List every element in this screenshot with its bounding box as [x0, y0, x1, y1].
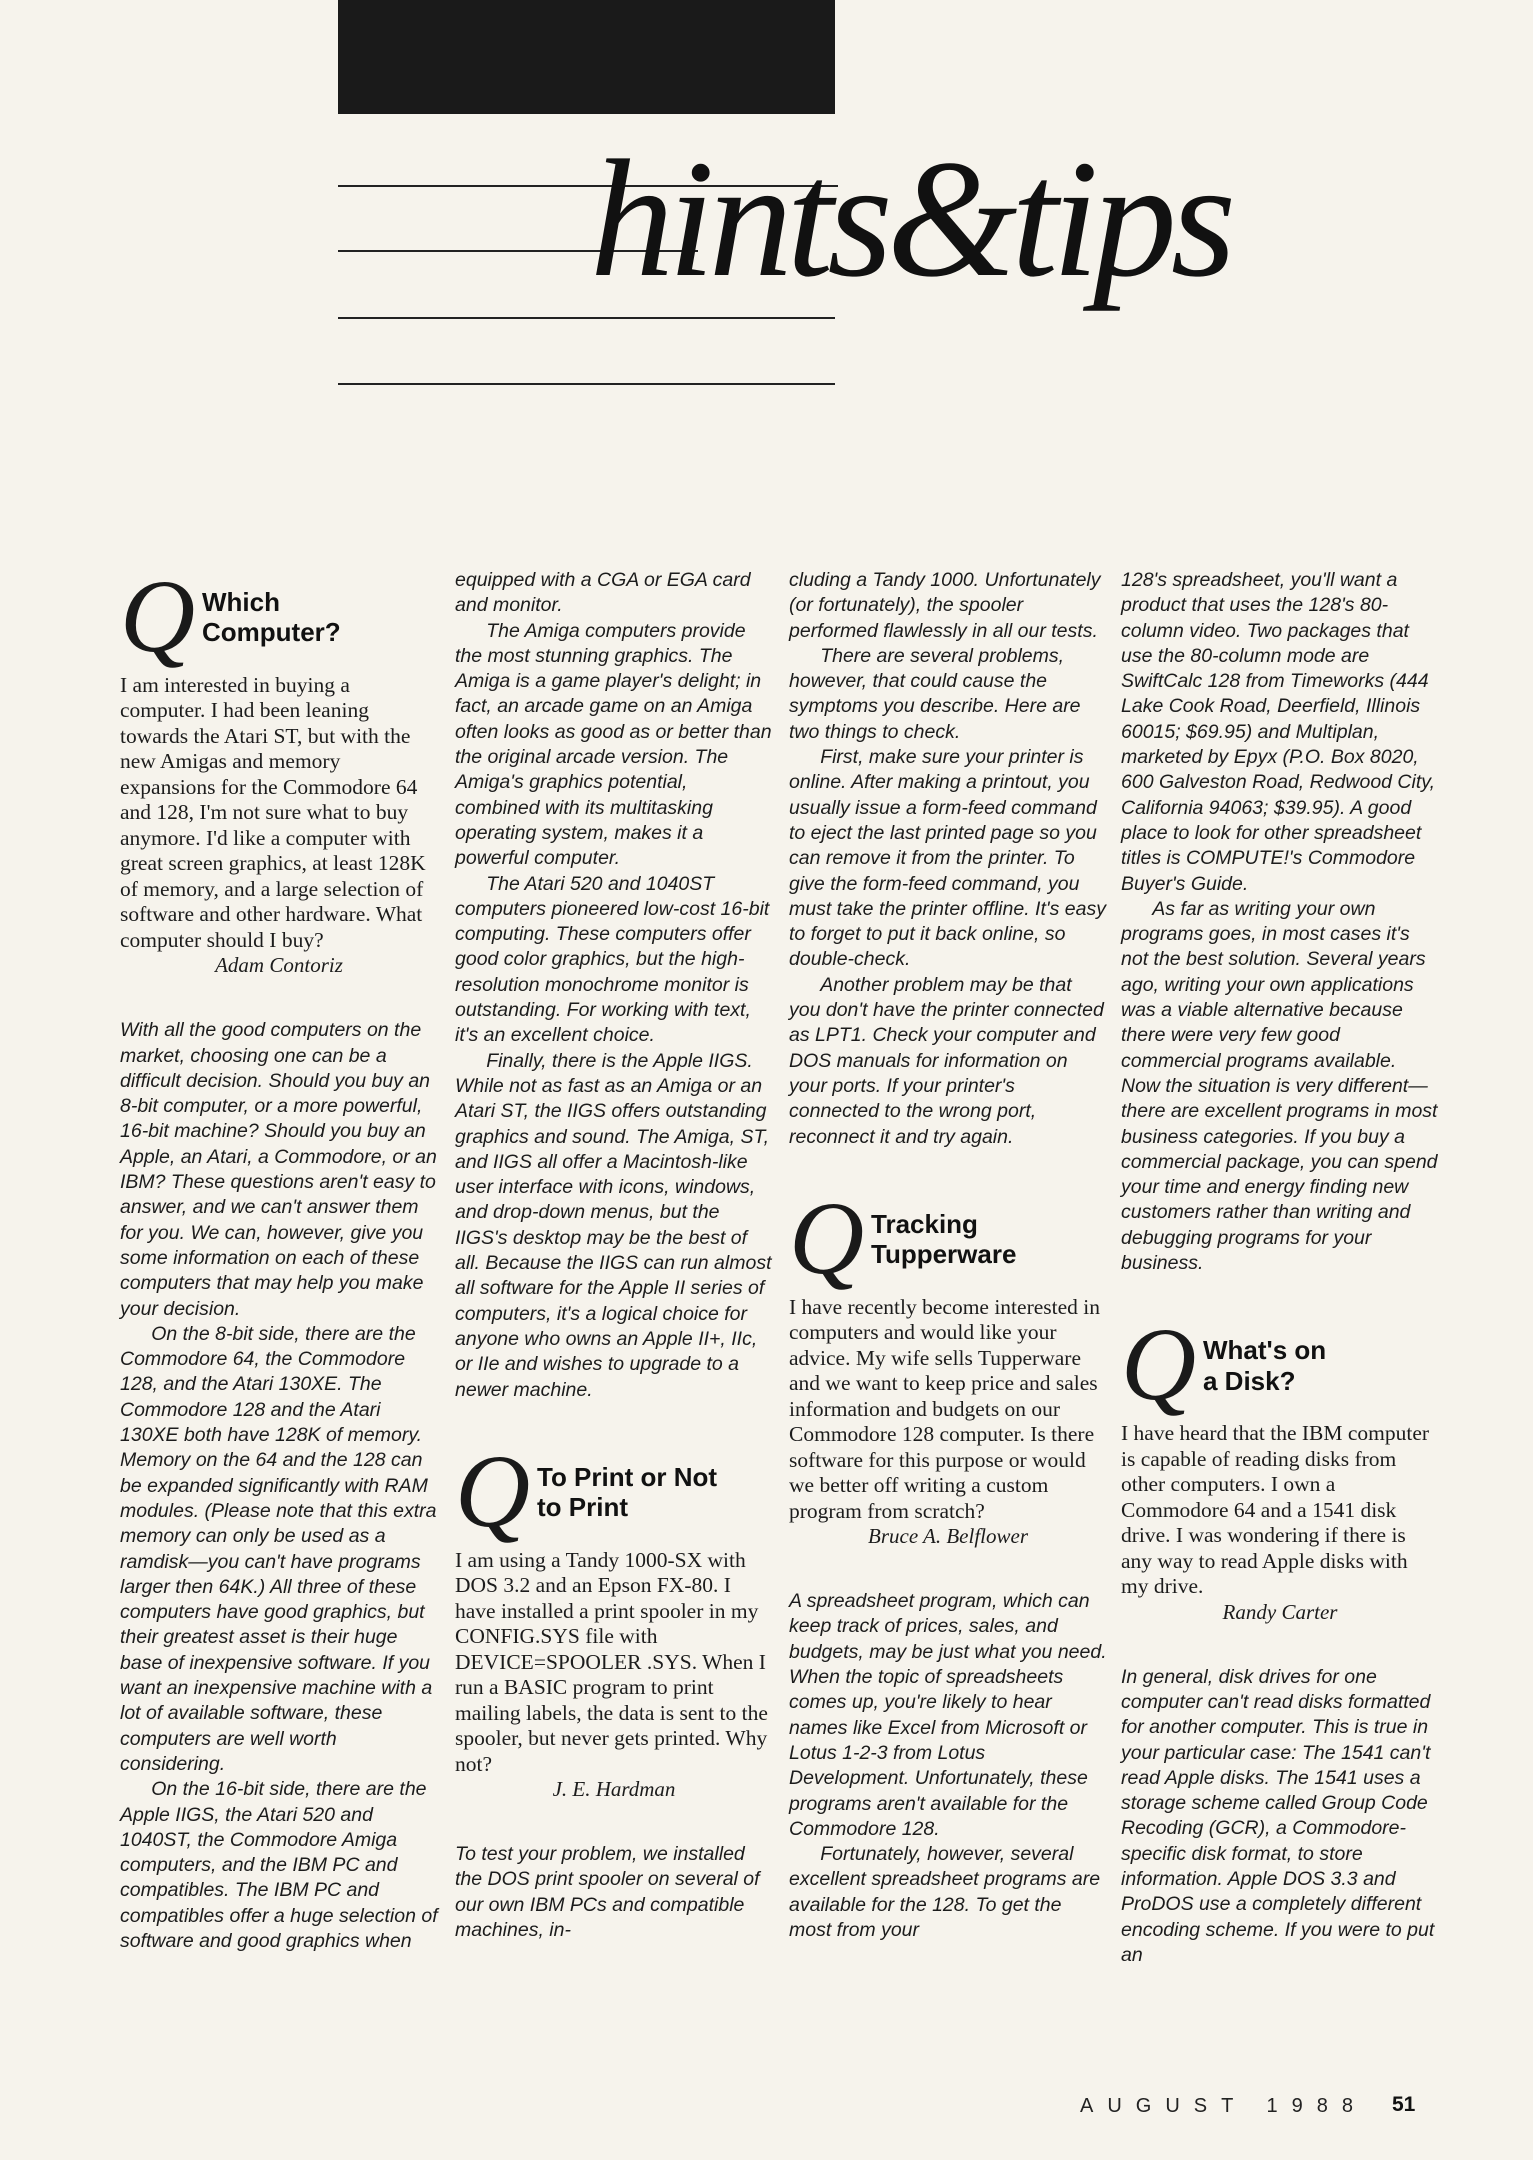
q-initial-icon: Q: [120, 559, 196, 674]
answer-paragraph: To test your problem, we installed the DOS print spooler on several of our own IBM PCs and compatible machines, in-: [455, 1843, 760, 1941]
reader-signature: Adam Contoriz: [215, 953, 343, 978]
footer-date: AUGUST 1988: [1080, 2095, 1368, 2117]
question-heading: [1121, 1307, 1439, 1423]
answer-paragraph: On the 8-bit side, there are the Commodore 64, the Commodore 128, and the Atari 130XE. The Commodore 128 and the Atari 130XE both have 128K of memory. Memory on the 64 and the 128 can be expanded significantly with RAM modules. (Please note that this extra memory can only be used as a ramdisk—you can't have programs larger then 64K.) All three of these computers have good graphics, but their greatest asset is their huge base of inexpensive software. If you want an inexpensive machine with a lot of available software, these computers are well worth considering.: [120, 1322, 437, 1775]
q-initial-icon: Q: [1121, 1307, 1197, 1423]
question-title: Which Computer?: [202, 586, 341, 648]
column-1: [120, 559, 438, 1954]
reader-signature: Bruce A. Belflower: [868, 1524, 1028, 1549]
answer-paragraph: The Atari 520 and 1040ST computers pioneered low-cost 16-bit computing. These computers offer good color graphics, but the high-resolution monochrome monitor is outstanding. For working with text, it's an excellent choice.: [455, 872, 770, 1047]
reader-letter: I am using a Tandy 1000-SX with DOS 3.2 and an Epson FX-80. I have installed a print spooler in my CONFIG.SYS file with DEVICE=SPOOLER .SYS. When I run a BASIC program to print mailing labels, the data is sent to the spooler, but never gets printed. Why not?: [455, 1547, 768, 1776]
reader-letter: I have heard that the IBM computer is capable of reading disks from other computers. I own a Commodore 64 and a 1541 disk drive. I was wondering if there is any way to read Apple disks with my drive.: [1121, 1421, 1430, 1599]
question-heading: [455, 1433, 773, 1549]
answer-paragraph: 128's spreadsheet, you'll want a product that uses the 128's 80-column video. Two packages that use the 80-column mode are SwiftCalc 128 from Timeworks (444 Lake Cook Road, Deerfield, Illinois 60015; $69.95) and Multiplan, marketed by Epyx (P.O. Box 8020, 600 Galveston Road, Redwood City, California 94063; $39.95). A good place to look for other spreadsheet titles is COMPUTE!'s Commodore Buyer's Guide.: [1121, 569, 1435, 895]
answer-paragraph: Fortunately, however, several excellent spreadsheet programs are available for the 128. To get the most from your: [789, 1843, 1101, 1941]
answer-paragraph: A spreadsheet program, which can keep track of prices, sales, and budgets, may be just what you need. When the topic of spreadsheets comes up, you're likely to hear names like Excel from Microsoft or Lotus 1-2-3 from Lotus Development. Unfortunately, these programs aren't available for the Commodore 128.: [789, 1590, 1107, 1840]
masthead-title: hints&tips: [590, 126, 1231, 312]
answer-paragraph: Another problem may be that you don't have the printer connected as LPT1. Check your computer and DOS manuals for information on your ports. If your printer's connected to the wrong port, reconnect it and try again.: [789, 973, 1104, 1148]
q-initial-icon: Q: [789, 1180, 865, 1296]
answer-paragraph: The Amiga computers provide the most stunning graphics. The Amiga is a game player's delight; in fact, an arcade game on an Amiga often looks as good as or better than the original arcade version. The Amiga's graphics potential, combined with its multitasking operating system, makes it a powerful computer.: [455, 619, 772, 870]
header-rule-3: [338, 317, 835, 319]
column-2: [455, 568, 773, 1943]
answer-paragraph: In general, disk drives for one computer can't read disks formatted for another computer. This is true in your particular case: The 1541 can't read Apple disks. The 1541 uses a storage scheme called Group Code Recoding (GCR), a Commodore-specific disk format, to store information. Apple DOS 3.3 and ProDOS use a completely different encoding scheme. If you were to put an: [1121, 1665, 1435, 1966]
answer-paragraph: First, make sure your printer is online. After making a printout, you usually issue a form-feed command to eject the last printed page so you can remove it from the printer. To give the form-feed command, you must take the printer offline. It's easy to forget to put it back online, so double-check.: [789, 746, 1106, 971]
answer-paragraph: On the 16-bit side, there are the Apple IIGS, the Atari 520 and 1040ST, the Commodore Amiga computers, and the IBM PC and compatibles. The IBM PC and compatibles offer a huge selection of software and good graphics when: [120, 1778, 438, 1952]
header-black-block: [338, 0, 835, 114]
answer-paragraph: equipped with a CGA or EGA card and monitor.: [455, 569, 751, 617]
answer-paragraph: There are several problems, however, that could cause the symptoms you describe. Here are two things to check.: [789, 644, 1081, 743]
reader-letter: I am interested in buying a computer. I had been leaning towards the Atari ST, but with the new Amigas and memory expansions for the Commodore 64 and 128, I'm not sure what to buy anymore. I'd like a computer with great screen graphics, at least 128K of memory, and a large selection of software and other hardware. What computer should I buy?: [120, 672, 426, 952]
question-heading: [120, 559, 438, 674]
page-number: 51: [1392, 2093, 1416, 2116]
question-title: To Print or Not to Print: [537, 1461, 718, 1523]
answer-paragraph: cluding a Tandy 1000. Unfortunately (or fortunately), the spooler performed flawlessly in all our tests.: [789, 569, 1101, 642]
answer-paragraph: With all the good computers on the market, choosing one can be a difficult decision. Should you buy an 8-bit computer, or a more powerful, 16-bit machine? Should you buy an Apple, an Atari, a Commodore, or an IBM? These questions aren't easy to answer, and we can't answer them for you. We can, however, give you some information on each of these computers that may help you make your decision.: [120, 1019, 437, 1320]
question-title: Tracking Tupperware: [871, 1208, 1017, 1270]
reader-letter: I have recently become interested in computers and would like your advice. My wife sells Tupperware and we want to keep price and sales information and budgets on our Commodore 128 computer. Is there software for this purpose or would we better off writing a custom program from scratch?: [789, 1294, 1101, 1523]
answer-paragraph: Finally, there is the Apple IIGS. While not as fast as an Amiga or an Atari ST, the IIGS offers outstanding graphics and sound. The Amiga, ST, and IIGS all offer a Macintosh-like user interface with icons, windows, and drop-down menus, but the IIGS's desktop may be the best of all. Because the IIGS can run almost all software for the Apple II series of computers, it's a logical choice for anyone who owns an Apple II+, IIc, or IIe and wishes to upgrade to a newer machine.: [455, 1049, 772, 1401]
question-heading: [789, 1180, 1107, 1296]
reader-signature: J. E. Hardman: [552, 1777, 676, 1802]
column-4: [1121, 568, 1439, 1968]
answer-paragraph: As far as writing your own programs goes, in most cases it's not the best solution. Several years ago, writing your own applications was a viable alternative because there were very few good commercial programs available. Now the situation is very different—there are excellent programs in most business categories. If you buy a commercial package, you can spend your time and energy finding new customers rather than writing and debugging programs for your business.: [1121, 897, 1438, 1275]
column-3: [789, 568, 1107, 1943]
reader-signature: Randy Carter: [1222, 1599, 1338, 1624]
q-initial-icon: Q: [455, 1433, 531, 1549]
header-rule-4: [338, 383, 835, 385]
question-title: What's on a Disk?: [1203, 1335, 1327, 1396]
